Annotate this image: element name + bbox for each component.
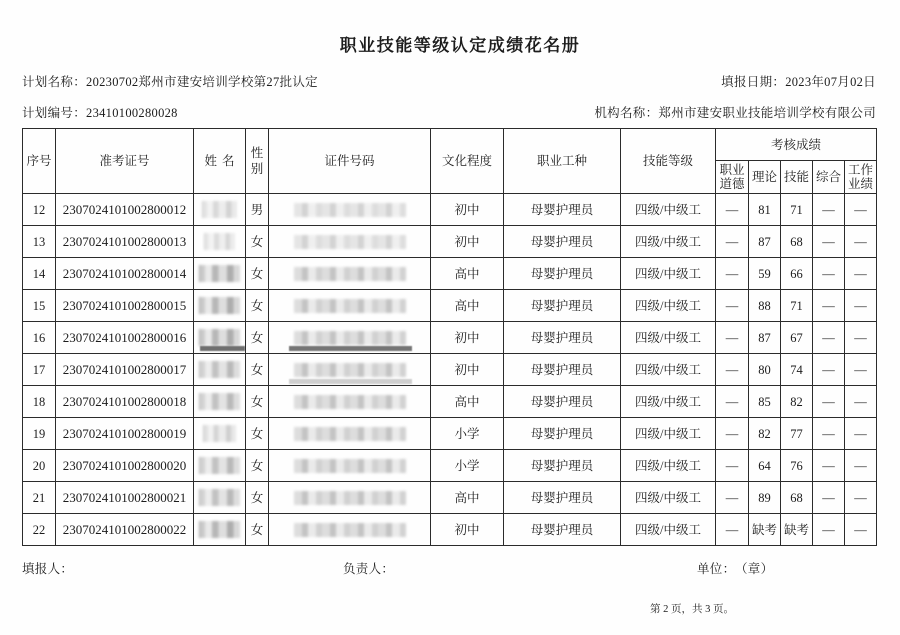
cell-id-redacted bbox=[269, 418, 431, 450]
cell-occupation: 母婴护理员 bbox=[504, 418, 621, 450]
cell-ethics-score: — bbox=[716, 514, 749, 546]
cell-seq: 21 bbox=[23, 482, 56, 514]
cell-seq: 15 bbox=[23, 290, 56, 322]
redacted-name-block bbox=[203, 425, 236, 442]
plan-name-line bbox=[22, 74, 318, 90]
cell-exam-no: 2307024101002800022 bbox=[56, 514, 194, 546]
cell-exam-no: 2307024101002800015 bbox=[56, 290, 194, 322]
cell-overall-score: — bbox=[813, 258, 845, 290]
header-occupation: 职业工种 bbox=[504, 129, 621, 194]
cell-gender: 女 bbox=[246, 322, 269, 354]
redacted-name-block bbox=[199, 329, 240, 346]
cell-exam-no: 2307024101002800019 bbox=[56, 418, 194, 450]
header-id-number: 证件号码 bbox=[269, 129, 431, 194]
plan-name-value: 20230702郑州市建安培训学校第27批认定 bbox=[86, 75, 318, 89]
cell-skill-level: 四级/中级工 bbox=[621, 482, 716, 514]
cell-skill-score: 68 bbox=[781, 226, 813, 258]
redacted-id-block bbox=[294, 427, 406, 441]
cell-theory-score: 59 bbox=[749, 258, 781, 290]
table-row bbox=[23, 418, 877, 450]
cell-exam-no: 2307024101002800017 bbox=[56, 354, 194, 386]
cell-performance-score: — bbox=[845, 354, 877, 386]
redacted-name-block bbox=[199, 265, 240, 282]
cell-performance-score: — bbox=[845, 418, 877, 450]
redacted-id-block bbox=[294, 459, 406, 473]
table-row bbox=[23, 354, 877, 386]
table-row bbox=[23, 482, 877, 514]
cell-skill-score: 68 bbox=[781, 482, 813, 514]
cell-skill-level: 四级/中级工 bbox=[621, 354, 716, 386]
cell-occupation: 母婴护理员 bbox=[504, 514, 621, 546]
header-row bbox=[23, 129, 877, 161]
cell-education: 高中 bbox=[431, 290, 504, 322]
table-body bbox=[23, 194, 877, 546]
header-theory: 理论 bbox=[749, 161, 781, 194]
table-row bbox=[23, 322, 877, 354]
redacted-id-block bbox=[294, 203, 406, 217]
fill-date-line bbox=[721, 74, 876, 90]
cell-overall-score: — bbox=[813, 290, 845, 322]
plan-number-line bbox=[22, 105, 178, 121]
redacted-name-block bbox=[204, 233, 235, 250]
score-roster-table bbox=[22, 128, 877, 546]
redacted-name-block bbox=[199, 393, 240, 410]
cell-ethics-score: — bbox=[716, 194, 749, 226]
cell-skill-score: 74 bbox=[781, 354, 813, 386]
cell-name-redacted bbox=[194, 482, 246, 514]
cell-performance-score: — bbox=[845, 194, 877, 226]
table-row bbox=[23, 386, 877, 418]
cell-id-redacted bbox=[269, 386, 431, 418]
cell-exam-no: 2307024101002800021 bbox=[56, 482, 194, 514]
organization-line bbox=[594, 105, 876, 121]
cell-skill-level: 四级/中级工 bbox=[621, 514, 716, 546]
header-ethics: 职业道德 bbox=[716, 161, 749, 194]
table-row bbox=[23, 290, 877, 322]
header-gender: 性别 bbox=[246, 129, 269, 194]
redacted-id-block bbox=[294, 395, 406, 409]
header-overall: 综合 bbox=[813, 161, 845, 194]
cell-gender: 女 bbox=[246, 290, 269, 322]
redacted-id-block bbox=[294, 267, 406, 281]
cell-exam-no: 2307024101002800016 bbox=[56, 322, 194, 354]
cell-seq: 19 bbox=[23, 418, 56, 450]
cell-name-redacted bbox=[194, 418, 246, 450]
cell-education: 初中 bbox=[431, 322, 504, 354]
cell-skill-level: 四级/中级工 bbox=[621, 290, 716, 322]
cell-theory-score: 80 bbox=[749, 354, 781, 386]
cell-gender: 男 bbox=[246, 194, 269, 226]
cell-skill-score: 76 bbox=[781, 450, 813, 482]
cell-occupation: 母婴护理员 bbox=[504, 290, 621, 322]
cell-seq: 17 bbox=[23, 354, 56, 386]
cell-name-redacted bbox=[194, 322, 246, 354]
cell-exam-no: 2307024101002800013 bbox=[56, 226, 194, 258]
cell-occupation: 母婴护理员 bbox=[504, 354, 621, 386]
cell-education: 高中 bbox=[431, 482, 504, 514]
organization-name: 郑州市建安职业技能培训学校有限公司 bbox=[658, 106, 876, 120]
cell-id-redacted bbox=[269, 482, 431, 514]
header-seq: 序号 bbox=[23, 129, 56, 194]
table-row bbox=[23, 258, 877, 290]
cell-theory-score: 82 bbox=[749, 418, 781, 450]
cell-performance-score: — bbox=[845, 226, 877, 258]
redacted-name-block bbox=[202, 201, 237, 218]
cell-skill-score: 82 bbox=[781, 386, 813, 418]
cell-education: 小学 bbox=[431, 450, 504, 482]
cell-education: 高中 bbox=[431, 258, 504, 290]
table-row bbox=[23, 226, 877, 258]
cell-theory-score: 64 bbox=[749, 450, 781, 482]
cell-education: 初中 bbox=[431, 226, 504, 258]
cell-id-redacted bbox=[269, 194, 431, 226]
cell-performance-score: — bbox=[845, 386, 877, 418]
cell-seq: 12 bbox=[23, 194, 56, 226]
redacted-id-block bbox=[294, 299, 406, 313]
redacted-id-block bbox=[294, 491, 406, 505]
cell-occupation: 母婴护理员 bbox=[504, 450, 621, 482]
cell-overall-score: — bbox=[813, 354, 845, 386]
cell-education: 初中 bbox=[431, 354, 504, 386]
cell-skill-level: 四级/中级工 bbox=[621, 386, 716, 418]
redacted-name-block bbox=[199, 457, 240, 474]
responsible-label: 负责人： bbox=[343, 562, 395, 576]
cell-theory-score: 88 bbox=[749, 290, 781, 322]
plan-number-label: 计划编号： bbox=[22, 106, 87, 120]
cell-overall-score: — bbox=[813, 226, 845, 258]
cell-occupation: 母婴护理员 bbox=[504, 482, 621, 514]
redacted-name-block bbox=[199, 361, 240, 378]
cell-performance-score: — bbox=[845, 322, 877, 354]
cell-gender: 女 bbox=[246, 258, 269, 290]
cell-id-redacted bbox=[269, 226, 431, 258]
table-row bbox=[23, 194, 877, 226]
cell-skill-level: 四级/中级工 bbox=[621, 418, 716, 450]
cell-id-redacted bbox=[269, 514, 431, 546]
cell-overall-score: — bbox=[813, 482, 845, 514]
redacted-id-block bbox=[294, 331, 406, 345]
filler-label: 填报人： bbox=[22, 562, 74, 576]
cell-ethics-score: — bbox=[716, 290, 749, 322]
cell-performance-score: — bbox=[845, 290, 877, 322]
redacted-name-block bbox=[199, 521, 240, 538]
cell-overall-score: — bbox=[813, 514, 845, 546]
cell-exam-no: 2307024101002800012 bbox=[56, 194, 194, 226]
cell-exam-no: 2307024101002800020 bbox=[56, 450, 194, 482]
cell-name-redacted bbox=[194, 514, 246, 546]
cell-skill-level: 四级/中级工 bbox=[621, 258, 716, 290]
cell-ethics-score: — bbox=[716, 386, 749, 418]
cell-id-redacted bbox=[269, 354, 431, 386]
cell-overall-score: — bbox=[813, 386, 845, 418]
cell-theory-score: 81 bbox=[749, 194, 781, 226]
cell-skill-score: 71 bbox=[781, 290, 813, 322]
cell-skill-level: 四级/中级工 bbox=[621, 194, 716, 226]
cell-performance-score: — bbox=[845, 514, 877, 546]
cell-gender: 女 bbox=[246, 450, 269, 482]
fill-date-label: 填报日期： bbox=[721, 75, 786, 89]
cell-ethics-score: — bbox=[716, 450, 749, 482]
cell-skill-level: 四级/中级工 bbox=[621, 450, 716, 482]
cell-ethics-score: — bbox=[716, 482, 749, 514]
cell-occupation: 母婴护理员 bbox=[504, 226, 621, 258]
cell-overall-score: — bbox=[813, 194, 845, 226]
cell-ethics-score: — bbox=[716, 226, 749, 258]
cell-skill-level: 四级/中级工 bbox=[621, 226, 716, 258]
document-title: 职业技能等级认定成绩花名册 bbox=[339, 36, 581, 55]
header-performance: 工作业绩 bbox=[845, 161, 877, 194]
cell-theory-score: 85 bbox=[749, 386, 781, 418]
cell-name-redacted bbox=[194, 450, 246, 482]
cell-occupation: 母婴护理员 bbox=[504, 258, 621, 290]
cell-education: 高中 bbox=[431, 386, 504, 418]
cell-performance-score: — bbox=[845, 450, 877, 482]
redacted-id-block bbox=[294, 235, 406, 249]
header-skill: 技能 bbox=[781, 161, 813, 194]
cell-ethics-score: — bbox=[716, 322, 749, 354]
cell-gender: 女 bbox=[246, 514, 269, 546]
cell-occupation: 母婴护理员 bbox=[504, 386, 621, 418]
cell-performance-score: — bbox=[845, 258, 877, 290]
cell-skill-score: 71 bbox=[781, 194, 813, 226]
cell-education: 初中 bbox=[431, 194, 504, 226]
header-skill-level: 技能等级 bbox=[621, 129, 716, 194]
page-number: 第 2 页，共 3 页。 bbox=[650, 604, 734, 615]
cell-occupation: 母婴护理员 bbox=[504, 194, 621, 226]
cell-gender: 女 bbox=[246, 386, 269, 418]
cell-overall-score: — bbox=[813, 418, 845, 450]
cell-skill-score: 66 bbox=[781, 258, 813, 290]
cell-ethics-score: — bbox=[716, 418, 749, 450]
cell-seq: 20 bbox=[23, 450, 56, 482]
cell-name-redacted bbox=[194, 226, 246, 258]
header-education: 文化程度 bbox=[431, 129, 504, 194]
cell-name-redacted bbox=[194, 290, 246, 322]
cell-education: 初中 bbox=[431, 514, 504, 546]
cell-seq: 13 bbox=[23, 226, 56, 258]
cell-theory-score: 89 bbox=[749, 482, 781, 514]
cell-name-redacted bbox=[194, 386, 246, 418]
cell-gender: 女 bbox=[246, 354, 269, 386]
cell-seq: 18 bbox=[23, 386, 56, 418]
cell-seq: 22 bbox=[23, 514, 56, 546]
unit-label: 单位： bbox=[697, 562, 736, 576]
cell-name-redacted bbox=[194, 258, 246, 290]
cell-id-redacted bbox=[269, 258, 431, 290]
cell-theory-score: 87 bbox=[749, 226, 781, 258]
cell-occupation: 母婴护理员 bbox=[504, 322, 621, 354]
header-assessment-scores: 考核成绩 bbox=[716, 129, 877, 161]
cell-skill-level: 四级/中级工 bbox=[621, 322, 716, 354]
cell-exam-no: 2307024101002800018 bbox=[56, 386, 194, 418]
cell-id-redacted bbox=[269, 290, 431, 322]
cell-name-redacted bbox=[194, 354, 246, 386]
cell-seq: 16 bbox=[23, 322, 56, 354]
header-name: 姓名 bbox=[194, 129, 246, 194]
table-row bbox=[23, 514, 877, 546]
redacted-name-block bbox=[199, 489, 240, 506]
cell-id-redacted bbox=[269, 322, 431, 354]
cell-exam-no: 2307024101002800014 bbox=[56, 258, 194, 290]
header-exam-no: 准考证号 bbox=[56, 129, 194, 194]
cell-skill-score: 缺考 bbox=[781, 514, 813, 546]
cell-performance-score: — bbox=[845, 482, 877, 514]
cell-name-redacted bbox=[194, 194, 246, 226]
redacted-name-block bbox=[199, 297, 240, 314]
fill-date-value: 2023年07月02日 bbox=[785, 75, 876, 89]
cell-ethics-score: — bbox=[716, 354, 749, 386]
plan-number-value: 23410100280028 bbox=[86, 106, 178, 120]
cell-overall-score: — bbox=[813, 322, 845, 354]
cell-gender: 女 bbox=[246, 418, 269, 450]
seal-placeholder: （章） bbox=[735, 562, 774, 576]
cell-skill-score: 67 bbox=[781, 322, 813, 354]
redacted-id-block bbox=[294, 523, 406, 537]
cell-id-redacted bbox=[269, 450, 431, 482]
cell-overall-score: — bbox=[813, 450, 845, 482]
cell-ethics-score: — bbox=[716, 258, 749, 290]
organization-label: 机构名称： bbox=[594, 106, 659, 120]
cell-gender: 女 bbox=[246, 482, 269, 514]
cell-theory-score: 缺考 bbox=[749, 514, 781, 546]
cell-theory-score: 87 bbox=[749, 322, 781, 354]
plan-name-label: 计划名称： bbox=[22, 75, 87, 89]
cell-education: 小学 bbox=[431, 418, 504, 450]
table-row bbox=[23, 450, 877, 482]
table-header bbox=[23, 129, 877, 194]
redacted-id-block bbox=[294, 363, 406, 377]
cell-seq: 14 bbox=[23, 258, 56, 290]
cell-skill-score: 77 bbox=[781, 418, 813, 450]
cell-gender: 女 bbox=[246, 226, 269, 258]
